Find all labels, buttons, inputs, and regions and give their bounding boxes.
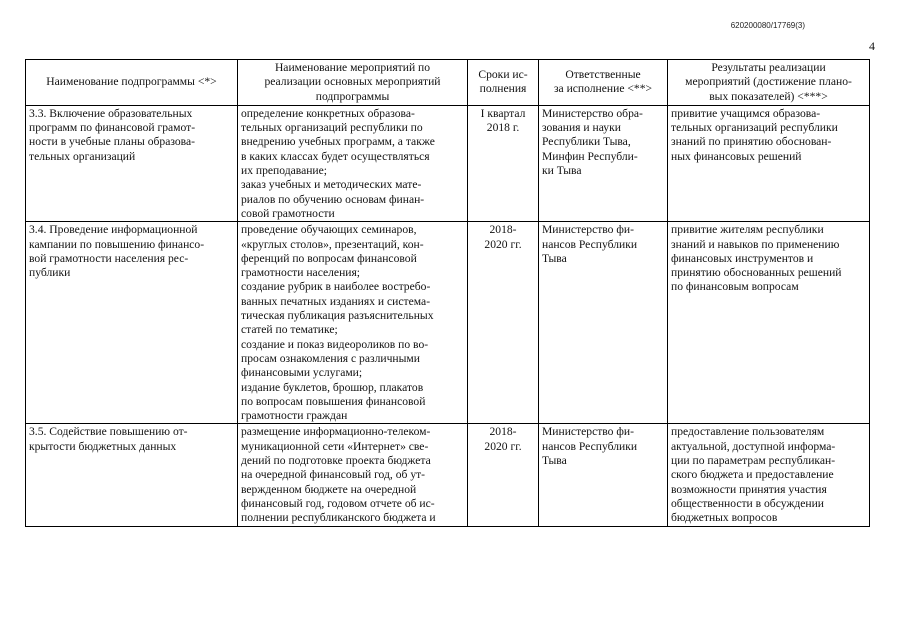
results-cell xyxy=(668,424,870,526)
cell-line: по финансовым вопросам xyxy=(671,280,799,294)
cell-line: ности в учебные планы образова- xyxy=(29,135,195,149)
cell-line: общественности в обсуждении xyxy=(671,496,825,510)
cell-line: программ по финансовой грамот- xyxy=(29,121,196,135)
header-line: Сроки ис- xyxy=(478,68,528,82)
cell-line: крытости бюджетных данных xyxy=(29,439,177,453)
table-row xyxy=(26,105,870,221)
table-header-row xyxy=(26,60,870,106)
header-line: за исполнение <**> xyxy=(553,82,653,96)
cell-line: их преподавание; xyxy=(241,164,328,178)
cell-line: ского бюджета и предоставление xyxy=(671,468,834,482)
cell-line: ки Тыва xyxy=(542,164,582,178)
page-number: 4 xyxy=(869,39,875,53)
cell-line: зования и науки xyxy=(542,121,621,135)
cell-line: финансовый год, годовом отчете об ис- xyxy=(241,496,435,510)
header-line: Результаты реализации xyxy=(711,61,826,74)
cell-line: заказ учебных и методических мате- xyxy=(241,178,422,192)
cell-line: Минфин Республи- xyxy=(542,149,638,163)
results-cell xyxy=(668,105,870,221)
responsible-cell xyxy=(539,424,668,526)
cell-line: в каких классах будет осуществляться xyxy=(241,149,430,163)
responsible-cell xyxy=(539,105,668,221)
table-row xyxy=(26,222,870,424)
cell-line: Тыва xyxy=(542,454,567,468)
header-terms xyxy=(468,60,539,106)
cell-line: на очередной финансовый год, об ут- xyxy=(241,468,426,482)
program-table xyxy=(25,59,870,527)
cell-line: дений по подготовке проекта бюджета xyxy=(241,454,431,468)
header-line: мероприятий (достижение плано- xyxy=(685,75,852,89)
cell-line: принятию обоснованных решений xyxy=(671,266,842,280)
cell-line: Министерство фи- xyxy=(542,425,634,439)
cell-line: ванных печатных изданиях и системa- xyxy=(241,294,431,308)
cell-line: грамотности граждан xyxy=(241,409,348,423)
header-subprogram xyxy=(26,60,238,106)
cell-line: внедрению учебных программ, а также xyxy=(241,135,435,149)
cell-line: 3.5. Содействие повышению от- xyxy=(29,425,188,439)
header-line: полнения xyxy=(479,82,527,96)
cell-line: тельных организаций республики xyxy=(671,121,838,135)
header-responsible xyxy=(539,60,668,106)
header-activities xyxy=(238,60,468,106)
term-cell xyxy=(468,105,539,221)
cell-line: по вопросам повышения финансовой xyxy=(241,394,426,408)
cell-line: Тыва xyxy=(542,251,567,265)
cell-line: 3.4. Проведение информационной xyxy=(29,223,198,237)
header-line: реализации основных мероприятий xyxy=(264,75,441,89)
cell-line: Министерство обра- xyxy=(542,106,643,120)
cell-line: 2018- xyxy=(489,425,517,439)
header-line: вых показателей) <***> xyxy=(709,89,828,103)
cell-line: знаний по принятию обоснован- xyxy=(671,135,832,149)
cell-line: создание и показ видеороликов по во- xyxy=(241,337,429,351)
cell-line: привитие жителям республики xyxy=(671,223,824,237)
results-cell xyxy=(668,222,870,424)
cell-line: просам ознакомления с различными xyxy=(241,351,420,365)
cell-line: 2018- xyxy=(489,223,517,237)
cell-line: привитие учащимся образова- xyxy=(671,106,821,120)
cell-line: «круглых столов», презентаций, кон- xyxy=(241,237,424,251)
activities-cell xyxy=(238,222,468,424)
header-line: подпрограммы xyxy=(315,89,390,103)
cell-line: нансов Республики xyxy=(542,237,638,251)
term-cell xyxy=(468,222,539,424)
cell-line: кампании по повышению финансо- xyxy=(29,237,205,251)
cell-line: тельных организаций республики по xyxy=(241,121,423,135)
term-cell xyxy=(468,424,539,526)
cell-line: проведение обучающих семинаров, xyxy=(241,223,417,237)
cell-line: размещение информационно-телеком- xyxy=(241,425,431,439)
cell-line: публики xyxy=(29,266,71,280)
cell-line: муникационной сети «Интернет» све- xyxy=(241,439,429,453)
cell-line: риалов по обучению основам финан- xyxy=(241,192,425,206)
cell-line: ных финансовых решений xyxy=(671,149,802,163)
cell-line: тическая публикация разъяснительных xyxy=(241,309,434,323)
cell-line: издание буклетов, брошюр, плакатов xyxy=(241,380,424,394)
activities-cell xyxy=(238,424,468,526)
cell-line: I квартал xyxy=(480,106,526,120)
cell-line: 2020 гг. xyxy=(484,237,522,251)
cell-line: совой грамотности xyxy=(241,206,335,220)
cell-line: финансовыми услугами; xyxy=(241,366,363,380)
cell-line: тельных организаций xyxy=(29,149,136,163)
cell-line: грамотности населения; xyxy=(241,266,361,280)
header-results xyxy=(668,60,870,106)
cell-line: финансовых инструментов и xyxy=(671,251,814,265)
header-line: Ответственные xyxy=(565,68,641,82)
subprogram-cell xyxy=(26,222,238,424)
cell-line: статей по тематике; xyxy=(241,323,338,337)
cell-line: 3.3. Включение образовательных xyxy=(29,106,193,120)
header-line: Наименование мероприятий по xyxy=(274,61,431,74)
subprogram-cell xyxy=(26,105,238,221)
cell-line: актуальной, доступной информа- xyxy=(671,439,836,453)
document-code: 620200080/17769(3) xyxy=(730,21,805,30)
cell-line: нансов Республики xyxy=(542,439,638,453)
header-line: Наименование подпрограммы <*> xyxy=(46,75,217,89)
table-row xyxy=(26,424,870,526)
cell-line: вержденном бюджете на очередной xyxy=(241,482,417,496)
cell-line: 2018 г. xyxy=(486,121,520,135)
cell-line: создание рубрик в наиболее востребо- xyxy=(241,280,431,294)
cell-line: вой грамотности населения рес- xyxy=(29,251,189,265)
subprogram-cell xyxy=(26,424,238,526)
cell-line: Министерство фи- xyxy=(542,223,634,237)
cell-line: бюджетных вопросов xyxy=(671,511,778,525)
cell-line: ции по параметрам республикан- xyxy=(671,454,836,468)
cell-line: полнении республиканского бюджета и xyxy=(241,511,436,525)
activities-cell xyxy=(238,105,468,221)
cell-line: предоставление пользователям xyxy=(671,425,825,439)
cell-line: определение конкретных образова- xyxy=(241,106,415,120)
cell-line: 2020 гг. xyxy=(484,439,522,453)
cell-line: Республики Тыва, xyxy=(542,135,631,149)
cell-line: ференций по вопросам финансовой xyxy=(241,251,417,265)
responsible-cell xyxy=(539,222,668,424)
cell-line: возможности принятия участия xyxy=(671,482,827,496)
cell-line: знаний и навыков по применению xyxy=(671,237,840,251)
